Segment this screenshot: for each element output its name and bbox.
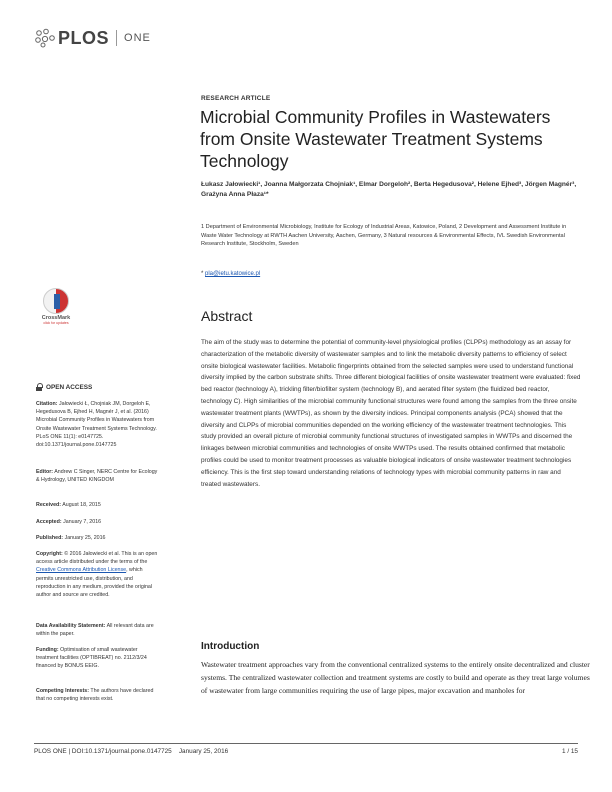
crossmark-label: CrossMark [41, 315, 71, 321]
funding-text: Optimisation of small wastewater treatment facilities (OPTIBREAT) no. 2112/3/24 financed by BONUS EEIG. [36, 647, 147, 670]
corresponding-author [201, 271, 260, 277]
published-block [36, 534, 158, 542]
citation-label: Citation: [36, 401, 58, 407]
data-availability-label: Data Availability Statement: [36, 623, 106, 629]
crossmark-badge[interactable] [36, 288, 76, 325]
journal-logo [34, 28, 151, 48]
competing-interests-block [36, 687, 158, 703]
introduction-heading: Introduction [201, 641, 260, 652]
affiliations: 1 Department of Environmental Microbiology, Institute for Ecology of Industrial Areas, Katowice, Poland, 2 Development and Assessment Institute in Waste Water Technology at RWTH Aachen University, Aachen, Germany, 3 Natural resources & Environmental Effects, IVL Swedish Environmental Research Institute, Stockholm, Sweden [201, 224, 567, 247]
accepted-date: January 7, 2016 [63, 519, 102, 525]
abstract-heading: Abstract [201, 308, 253, 324]
license-link[interactable]: Creative Commons Attribution License [36, 567, 127, 574]
received-date: August 18, 2015 [62, 502, 101, 508]
published-date: January 25, 2016 [64, 535, 106, 541]
published-label: Published: [36, 535, 64, 541]
abstract-text: The aim of the study was to determine the potential of community-level physiological profiles (CLPPs) methodology as an assay for characterization of the metabolic diversity of wastewater samples and to link the metabolic diversity patterns to efficiency of select onsite biological wastewater facilities. Metabolic fingerprints obtained from the selected samples were used to understand functional diversity implied by the carbon substrate shifts. Three different biological facilities of onsite wastewater treatment were evaluated: fixed bed reactor (technology A), trickling filter/biofilter system (technology B), and aerated filter system (the fluidized bed reactor, technology C). High similarities of the microbial community functional structures were found among the samples from the three onsite wastewater treatment plants (WWTPs), as shown by the diversity indices. Principal components analysis (PCA) showed that the diversity and CLPPs of microbial communities depended on the working efficiency of the wastewater treatment technologies. This study provided an overall picture of microbial community functional structures of investigated samples in WWTPs and discerned the linkages between microbial communities and technologies of onsite WWTPs used. The results obtained confirmed that metabolic profiles could be used to monitor treatment processes as valuable biological indicators of onsite wastewater treatment technologies efficiency. This is the first step toward understanding relations of technology types with microbial community patterns in raw and treated wastewaters. [201, 339, 581, 488]
editor-block [36, 468, 158, 484]
accepted-label: Accepted: [36, 519, 62, 525]
citation-text: Jałowiecki Ł, Chojniak JM, Dorgeloh E, Hegedusova B, Ejhed H, Magnér J, et al. (2016) Microbial Community Profiles in Wastewaters from Onsite Wastewater Treatment Systems Technology. PLoS ONE 11(1): e0147725. doi:10.1371/journal.pone.0147725 [36, 401, 157, 449]
editor-label: Editor: [36, 469, 54, 475]
funding-label: Funding: [36, 647, 59, 653]
author-list: Łukasz Jałowiecki¹, Joanna Małgorzata Chojniak¹, Elmar Dorgeloh², Berta Hegedusova², Helene Ejhed³, Jörgen Magnér³, Grażyna Anna Płaza¹* [201, 181, 577, 198]
funding-block [36, 646, 158, 671]
introduction-text: Wastewater treatment approaches vary from the conventional centralized systems to the entirely onsite decentralized and cluster systems. The centralized wastewater collection and treatment systems are costly to build and operate as they treat large volumes of wastewater from large communities requiring the use of large pipes, major excavation and manholes for [201, 660, 590, 695]
received-label: Received: [36, 502, 62, 508]
citation-block [36, 400, 158, 449]
article-type: RESEARCH ARTICLE [201, 95, 271, 102]
journal-name: PLOS [58, 27, 110, 48]
logo-divider [116, 30, 117, 46]
accepted-block [36, 518, 158, 526]
journal-sub: ONE [124, 32, 151, 44]
plos-logo-icon [34, 28, 56, 48]
footer-citation: PLOS ONE | DOI:10.1371/journal.pone.0147725 January 25, 2016 [34, 748, 229, 755]
crossmark-sub: click for updates [43, 321, 69, 325]
copyright-text-end: , which permits unrestricted use, distribution, and reproduction in any medium, provided the original author and source are credited. [36, 567, 153, 599]
competing-interests-label: Competing Interests: [36, 688, 89, 694]
open-access-text: OPEN ACCESS [46, 383, 93, 391]
data-availability-block [36, 622, 158, 638]
article-title: Microbial Community Profiles in Wastewaters from Onsite Wastewater Treatment Systems Technology [200, 107, 551, 171]
copyright-text: © 2016 Jałowiecki et al. This is an open access article distributed under the terms of the [36, 551, 158, 566]
editor-text: Andrew C Singer, NERC Centre for Ecology & Hydrology, UNITED KINGDOM [36, 469, 158, 484]
footer-divider [34, 743, 578, 744]
crossmark-icon [43, 288, 69, 314]
corresponding-marker: * [201, 271, 206, 277]
corresponding-email-link[interactable]: pla@ietu.katowice.pl [205, 271, 261, 277]
data-availability-text: All relevant data are within the paper. [36, 623, 154, 638]
copyright-block [36, 550, 158, 599]
page-number: 1 / 15 [562, 748, 578, 755]
competing-interests-text: The authors have declared that no competing interests exist. [36, 688, 154, 703]
copyright-label: Copyright: [36, 551, 63, 557]
open-access-label [36, 383, 92, 391]
received-block [36, 501, 158, 509]
open-lock-icon [36, 383, 42, 391]
